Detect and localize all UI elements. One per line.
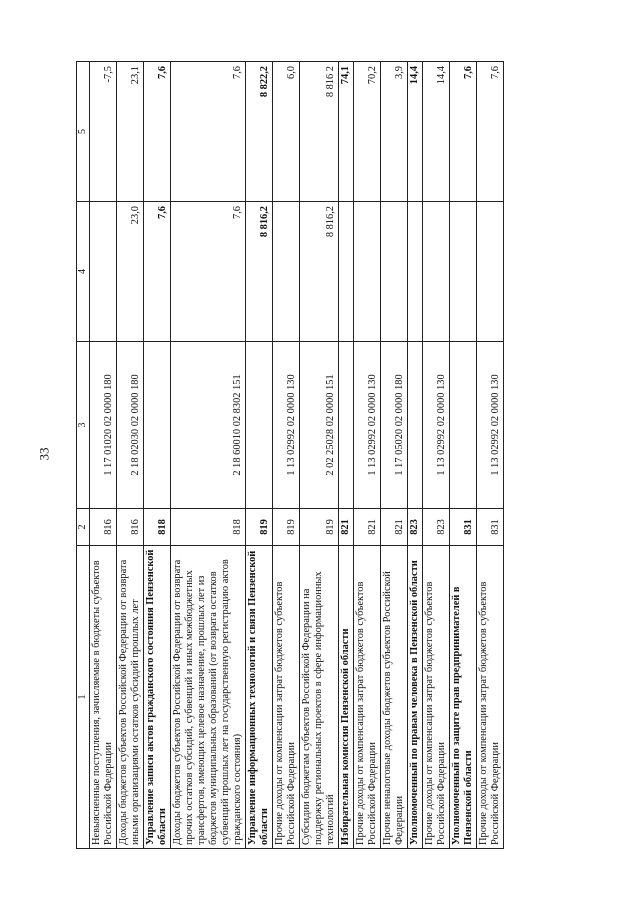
table-row (354, 62, 381, 849)
budget-code-cell (246, 342, 273, 509)
value-col5-cell: 3,9 (381, 62, 408, 202)
table-row (246, 62, 273, 849)
row-name-cell: Прочие доходы от компенсации затрат бюджетов субъектов Российской Федерации (354, 546, 381, 849)
value-col4-cell (477, 202, 504, 342)
admin-code-cell: 823 (423, 509, 450, 546)
value-col4-cell (450, 202, 477, 342)
budget-code-cell (144, 342, 171, 509)
value-col5-cell: 14,4 (423, 62, 450, 202)
row-name-cell: Избирательная комиссия Пензенской области (339, 546, 354, 849)
value-col4-cell (381, 202, 408, 342)
value-col4-cell: 8 816,2 (300, 202, 339, 342)
table-row (144, 62, 171, 849)
table-row (90, 62, 117, 849)
row-name-cell: Невыясненные поступления, зачисляемые в бюджеты субъектов Российской Федерации (90, 546, 117, 849)
value-col5-cell: 70,2 (354, 62, 381, 202)
value-col5-cell: 7,6 (171, 62, 246, 202)
admin-code-cell: 821 (381, 509, 408, 546)
value-col5-cell: 14,4 (408, 62, 423, 202)
value-col5-cell: 6,0 (273, 62, 300, 202)
table-row (171, 62, 246, 849)
admin-code-cell: 823 (408, 509, 423, 546)
value-col5-cell: 7,6 (450, 62, 477, 202)
budget-code-cell: 2 18 02030 02 0000 180 (117, 342, 144, 509)
table-row (339, 62, 354, 849)
table-row (273, 62, 300, 849)
column-header: 2 (77, 509, 90, 546)
value-col4-cell: 8 816,2 (246, 202, 273, 342)
column-header-row (77, 62, 90, 849)
value-col4-cell: 7,6 (171, 202, 246, 342)
value-col4-cell (354, 202, 381, 342)
value-col5-cell: 74,1 (339, 62, 354, 202)
table-row (117, 62, 144, 849)
column-header: 5 (77, 62, 90, 202)
value-col4-cell: 23,0 (117, 202, 144, 342)
value-col5-cell: 8 822,2 (246, 62, 273, 202)
admin-code-cell: 819 (300, 509, 339, 546)
table-row (450, 62, 477, 849)
admin-code-cell: 818 (144, 509, 171, 546)
table-row (381, 62, 408, 849)
row-name-cell: Уполномоченный по защите прав предпринимателей в Пензенской области (450, 546, 477, 849)
row-name-cell: Прочие доходы от компенсации затрат бюджетов субъектов Российской Федерации (423, 546, 450, 849)
value-col4-cell (423, 202, 450, 342)
table-row (300, 62, 339, 849)
budget-code-cell (450, 342, 477, 509)
budget-code-cell: 1 13 02992 02 0000 130 (354, 342, 381, 509)
value-col4-cell: 7,6 (144, 202, 171, 342)
row-name-cell: Уполномоченный по правам человека в Пензенской области (408, 546, 423, 849)
value-col5-cell: 8 816 2 (300, 62, 339, 202)
budget-code-cell: 1 13 02992 02 0000 130 (423, 342, 450, 509)
revenue-table (76, 61, 504, 849)
row-name-cell: Прочие доходы от компенсации затрат бюджетов субъектов Российской Федерации (477, 546, 504, 849)
table-row (408, 62, 423, 849)
admin-code-cell: 819 (246, 509, 273, 546)
admin-code-cell: 816 (90, 509, 117, 546)
budget-code-cell: 1 17 01020 02 0000 180 (90, 342, 117, 509)
row-name-cell: Прочие доходы от компенсации затрат бюджетов субъектов Российской Федерации (273, 546, 300, 849)
value-col4-cell (408, 202, 423, 342)
page-number: 33 (36, 447, 52, 461)
row-name-cell: Управление информационных технологий и связи Пензенской области (246, 546, 273, 849)
row-name-cell: Доходы бюджетов субъектов Российской Федерации от возврата прочих остатков субсидий, субвенций и иных межбюджетных трансфертов, имеющих целевое назначение, прошлых лет из бюджетов муниципальных образований (от возврата остатков субвенций прошлых лет на государственную регистрацию актов гражданского состояния) (171, 546, 246, 849)
budget-code-cell: 2 02 25028 02 0000 151 (300, 342, 339, 509)
budget-code-cell (408, 342, 423, 509)
row-name-cell: Доходы бюджетов субъектов Российской Федерации от возврата иными организациями остатков субсидий прошлых лет (117, 546, 144, 849)
admin-code-cell: 831 (450, 509, 477, 546)
budget-code-cell: 1 13 02992 02 0000 130 (273, 342, 300, 509)
admin-code-cell: 831 (477, 509, 504, 546)
table-row (423, 62, 450, 849)
table-row (477, 62, 504, 849)
value-col4-cell (273, 202, 300, 342)
admin-code-cell: 816 (117, 509, 144, 546)
row-name-cell: Субсидии бюджетам субъектов Российской Федерации на поддержку региональных проектов в сфере информационных технологий (300, 546, 339, 849)
admin-code-cell: 821 (339, 509, 354, 546)
row-name-cell: Прочие неналоговые доходы бюджетов субъектов Российской Федерации (381, 546, 408, 849)
value-col5-cell: 7,6 (144, 62, 171, 202)
value-col5-cell: 23,1 (117, 62, 144, 202)
column-header: 3 (77, 342, 90, 509)
value-col4-cell (339, 202, 354, 342)
budget-code-cell: 2 18 60010 02 8302 151 (171, 342, 246, 509)
row-name-cell: Управление записи актов гражданского состояния Пензенской области (144, 546, 171, 849)
value-col4-cell (90, 202, 117, 342)
value-col5-cell: -7,5 (90, 62, 117, 202)
rotated-table-container (76, 62, 589, 849)
column-header: 4 (77, 202, 90, 342)
admin-code-cell: 821 (354, 509, 381, 546)
budget-code-cell (339, 342, 354, 509)
budget-code-cell: 1 13 02992 02 0000 130 (477, 342, 504, 509)
value-col5-cell: 7,6 (477, 62, 504, 202)
admin-code-cell: 818 (171, 509, 246, 546)
admin-code-cell: 819 (273, 509, 300, 546)
budget-code-cell: 1 17 05020 02 0000 180 (381, 342, 408, 509)
column-header: 1 (77, 546, 90, 849)
